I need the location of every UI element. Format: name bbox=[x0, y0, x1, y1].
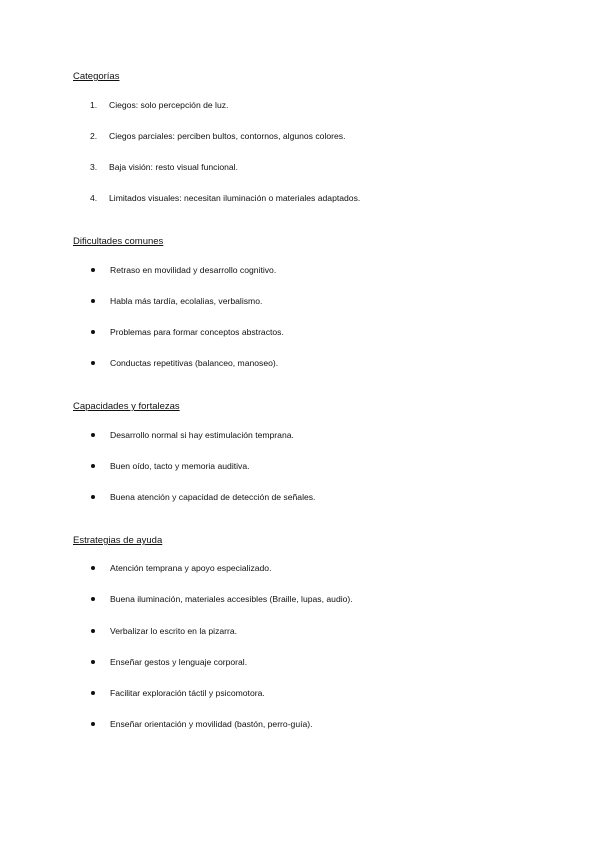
list-item-text: Habla más tardía, ecolalias, verbalismo. bbox=[110, 296, 263, 306]
list-item-text: Ciegos parciales: perciben bultos, contornos, algunos colores. bbox=[109, 131, 346, 141]
list-item-text: Facilitar exploración táctil y psicomotora. bbox=[110, 688, 265, 698]
list-item-text: Problemas para formar conceptos abstractos. bbox=[110, 327, 284, 337]
bullet-icon bbox=[91, 597, 95, 601]
bullet-icon bbox=[91, 330, 95, 334]
list-item bbox=[90, 491, 315, 503]
bullet-icon bbox=[91, 566, 95, 570]
bullet-icon bbox=[91, 691, 95, 695]
list-number: 1. bbox=[90, 100, 98, 110]
list-item-text: Retraso en movilidad y desarrollo cognitivo. bbox=[110, 265, 277, 275]
bullet-icon bbox=[91, 660, 95, 664]
bullet-icon bbox=[91, 361, 95, 365]
bullet-icon bbox=[91, 629, 95, 633]
list-item-text: Baja visión: resto visual funcional. bbox=[109, 162, 238, 172]
list-item bbox=[90, 625, 237, 637]
list-item-text: Desarrollo normal si hay estimulación temprana. bbox=[110, 430, 294, 440]
list-item bbox=[90, 429, 294, 441]
list-item-text: Verbalizar lo escrito en la pizarra. bbox=[110, 626, 238, 636]
list-item bbox=[90, 357, 278, 369]
list-number: 3. bbox=[90, 162, 98, 172]
list-item-text: Enseñar orientación y movilidad (bastón, perro-guía). bbox=[110, 719, 313, 729]
list-number: 4. bbox=[90, 193, 98, 203]
bullet-icon bbox=[91, 433, 95, 437]
bullet-icon bbox=[91, 722, 95, 726]
list-item-text: Buena iluminación, materiales accesibles (Braille, lupas, audio). bbox=[110, 594, 353, 604]
list-item bbox=[90, 326, 284, 338]
list-item bbox=[90, 460, 250, 472]
list-item-text: Buena atención y capacidad de detección de señales. bbox=[110, 492, 316, 502]
section-heading-estrategias: Estrategias de ayuda bbox=[73, 535, 163, 546]
list-item bbox=[90, 718, 313, 730]
list-item bbox=[90, 656, 247, 668]
bullet-icon bbox=[91, 299, 95, 303]
list-item bbox=[90, 192, 360, 204]
list-item-text: Buen oído, tacto y memoria auditiva. bbox=[110, 461, 250, 471]
list-item bbox=[90, 562, 271, 574]
list-item bbox=[90, 161, 238, 173]
list-item-text: Atención temprana y apoyo especializado. bbox=[110, 563, 272, 573]
list-number: 2. bbox=[90, 131, 98, 141]
bullet-icon bbox=[91, 495, 95, 499]
list-item-text: Ciegos: solo percepción de luz. bbox=[109, 100, 229, 110]
section-heading-capacidades: Capacidades y fortalezas bbox=[73, 401, 180, 412]
bullet-icon bbox=[91, 464, 95, 468]
list-item bbox=[90, 264, 276, 276]
list-item bbox=[90, 593, 353, 605]
list-item bbox=[90, 99, 228, 111]
list-item-text: Limitados visuales: necesitan iluminación o materiales adaptados. bbox=[109, 193, 361, 203]
bullet-icon bbox=[91, 268, 95, 272]
section-heading-dificultades: Dificultades comunes bbox=[73, 236, 164, 247]
list-item-text: Enseñar gestos y lenguaje corporal. bbox=[110, 657, 248, 667]
list-item bbox=[90, 130, 345, 142]
section-heading-categorias: Categorías bbox=[73, 71, 120, 82]
list-item bbox=[90, 687, 265, 699]
list-item bbox=[90, 295, 262, 307]
list-item-text: Conductas repetitivas (balanceo, manoseo). bbox=[110, 358, 279, 368]
